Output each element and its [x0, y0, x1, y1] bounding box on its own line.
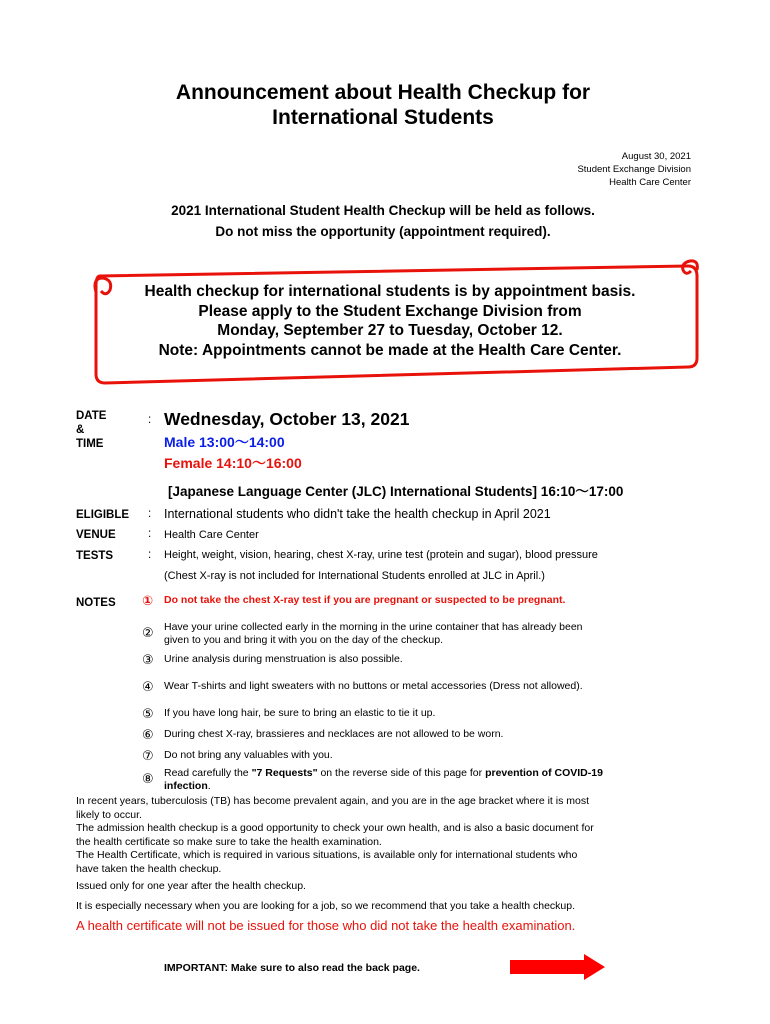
appointment-banner: [90, 282, 690, 360]
note-item-3: [142, 653, 403, 668]
banner-line-1: Health checkup for international students is by appointment basis.: [144, 283, 636, 300]
note-text: Read carefully the: [164, 767, 252, 779]
banner-line-2: Please apply to the Student Exchange Division from: [198, 302, 582, 320]
note-item-4: [142, 680, 583, 695]
date-label: DATE: [76, 410, 107, 422]
note-number: ⑧: [142, 771, 154, 786]
issuer-center: Health Care Center: [609, 177, 691, 188]
note-item-8: [142, 767, 603, 793]
venue-label: VENUE: [76, 529, 116, 541]
banner-line-4: Note: Appointments cannot be made at the Health Care Center.: [158, 341, 622, 359]
infection-text: infection: [164, 780, 208, 792]
note-item-1: [142, 594, 565, 609]
issued-paragraph: Issued only for one year after the health checkup.: [76, 880, 306, 892]
certificate-paragraph: [76, 849, 696, 876]
note-text: given to you and bring it with you on the day of the checkup.: [164, 634, 444, 646]
warning-text: A health certificate will not be issued for those who did not take the health examination.: [76, 918, 576, 933]
admission-paragraph: [76, 822, 696, 849]
eligible-value: International students who didn't take the health checkup in April 2021: [164, 507, 551, 521]
note-number: ②: [142, 625, 154, 640]
venue-colon: :: [148, 528, 152, 540]
important-notice: IMPORTANT: Make sure to also read the back page.: [164, 962, 420, 974]
covid-prevention-text: prevention of COVID-19: [485, 767, 603, 779]
eligible-label: ELIGIBLE: [76, 509, 130, 521]
note-item-7: [142, 749, 333, 764]
note-number: ⑤: [142, 706, 154, 721]
paragraph-line: have taken the health checkup.: [76, 862, 222, 875]
lead-line-2: Do not miss the opportunity (appointment required).: [215, 224, 551, 239]
job-paragraph: It is especially necessary when you are looking for a job, so we recommend that you take a health checkup.: [76, 900, 576, 912]
tests-colon: :: [148, 549, 152, 561]
note-text: Wear T-shirts and light sweaters with no buttons or metal accessories (Dress not allowed).: [164, 680, 583, 692]
eligible-colon: :: [148, 508, 152, 520]
note-number: ④: [142, 679, 154, 694]
checkup-date: Wednesday, October 13, 2021: [164, 409, 410, 429]
note-number: ⑦: [142, 748, 154, 763]
title-line-2: International Students: [272, 106, 494, 129]
tests-label: TESTS: [76, 550, 114, 562]
paragraph-line: the health certificate so make sure to take the health examination.: [76, 835, 382, 848]
right-arrow-icon: [510, 954, 606, 980]
paragraph-line: The Health Certificate, which is required in various situations, is available only for international students who: [76, 849, 578, 861]
note-number: ⑥: [142, 727, 154, 742]
ampersand-label: &: [76, 424, 85, 436]
tests-note: (Chest X-ray is not included for International Students enrolled at JLC in April.): [164, 570, 545, 582]
note-text: During chest X-ray, brassieres and necklaces are not allowed to be worn.: [164, 728, 504, 740]
note-item-6: [142, 728, 503, 743]
seven-requests-text: "7 Requests": [251, 767, 318, 779]
paragraph-line: likely to occur.: [76, 808, 142, 821]
male-time: Male 13:00～14:00: [164, 434, 285, 450]
note-text: Do not take the chest X-ray test if you are pregnant or suspected to be pregnant.: [164, 594, 566, 606]
note-item-5: [142, 707, 435, 722]
note-text: If you have long hair, be sure to bring an elastic to tie it up.: [164, 707, 436, 719]
note-text: Do not bring any valuables with you.: [164, 749, 333, 761]
issue-date: August 30, 2021: [621, 151, 691, 162]
date-time-label: [76, 409, 106, 451]
female-time: Female 14:10～16:00: [164, 455, 302, 471]
time-label: TIME: [76, 438, 104, 450]
paragraph-line: In recent years, tuberculosis (TB) has become prevalent again, and you are in the age bracket where it is most: [76, 795, 590, 807]
issuer-division: Student Exchange Division: [577, 164, 691, 175]
note-number: ③: [142, 652, 154, 667]
venue-value: Health Care Center: [164, 529, 259, 541]
note-text: on the reverse side of this page for: [317, 767, 486, 779]
paragraph-line: The admission health checkup is a good opportunity to check your own health, and is also a basic document for: [76, 822, 594, 834]
jlc-time: [Japanese Language Center (JLC) International Students] 16:10～17:00: [168, 484, 624, 499]
date-colon: :: [148, 414, 152, 426]
banner-line-3: Monday, September 27 to Tuesday, October 12.: [217, 322, 563, 339]
title-line-1: Announcement about Health Checkup for: [175, 81, 591, 104]
note-text: Have your urine collected early in the morning in the urine container that has already been: [164, 621, 583, 633]
note-text: Urine analysis during menstruation is also possible.: [164, 653, 403, 665]
lead-line-1: 2021 International Student Health Checkup will be held as follows.: [171, 203, 595, 218]
note-item-2: [142, 621, 583, 647]
note-number: ①: [142, 593, 154, 608]
note-text: .: [207, 780, 211, 792]
notes-label: NOTES: [76, 597, 116, 609]
tests-value: Height, weight, vision, hearing, chest X-ray, urine test (protein and sugar), blood pressure: [164, 549, 598, 561]
tb-paragraph: [76, 795, 696, 822]
